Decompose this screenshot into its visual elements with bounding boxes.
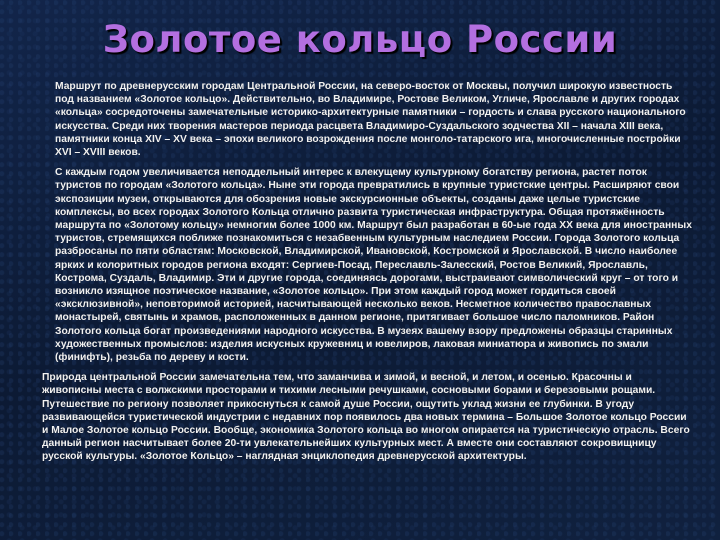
paragraph-nature: Природа центральной России замечательна тем, что заманчива и зимой, и весной, и летом, и осенью. Красочны и живописны места с волжскими просторами и тихими лесными речушками, сосновыми борами и березовыми рощами. Путешествие по региону позволяет прикоснуться к самой душе России, ощутить уклад жизни ее глубинки. В угоду развивающейся туристической индустрии с недавних пор появилось два новых термина – Большое Золотое кольцо России и Малое Золотое кольцо России. Вообще, экономика Золотого кольца во многом опирается на туристическую отрасль. Всего данный регион насчитывает более 20-ти увлекательнейших культурных мест. А вместе они составляют сокровищницу русской культуры. «Золотое Кольцо» – наглядная энциклопедия древнерусской архитектуры. <box>42 372 690 463</box>
paragraph-intro: Маршрут по древнерусским городам Центральной России, на северо-восток от Москвы, получил широкую известность под названием «Золотое кольцо». Действительно, во Владимире, Ростове Великом, Угличе, Ярославле и других городах «кольца» сосредоточены замечательные историко-архитектурные памятники – гордость и слава русского национального искусства. Среди них творения мастеров периода расцвета Владимиро-Суздальского зодчества XII – начала XIII века, памятники конца XIV – XV века – эпохи великого возрождения после монголо-татарского ига, многочисленные постройки XVI – XVIII веков. <box>55 81 686 159</box>
paragraph-tourism: С каждым годом увеличивается неподдельный интерес к влекущему культурному богатству региона, растет поток туристов по городам «Золотого кольца». Ныне эти города превратились в крупные туристские центры. Расширяют свои экспозиции музеи, открываются для обозрения новые экскурсионные объекты, созданы даже целые туристские комплексы, во всех городах Золотого Кольца отлично развита туристическая инфраструктура. Общая протяжённость маршрута по «Золотому кольцу» немногим более 1000 км. Маршрут был разработан в 60-ые года XX века для иностранных туристов, стремящихся поближе познакомиться с незабвенным культурным наследием России. Города Золотого кольца разбросаны по пяти областям: Московской, Владимирской, Ивановской, Костромской и Ярославской. В число наиболее ярких и колоритных городов региона входят: Сергиев-Посад, Переславль-Залесский, Ростов Великий, Ярославль, Кострома, Суздаль, Владимир. Эти и другие города, соединяясь дорогами, выстраивают символический круг – от того и возникло изящное поэтическое название, «Золотое кольцо». При этом каждый город может гордиться своей «эксклюзивной», неповторимой историей, насчитывающей несколько веков. Несметное количество православных монастырей, святынь и храмов, расположенных в данном регионе, притягивает большое число паломников. Район Золотого кольца богат произведениями народного искусства. В музеях вашему взору предложены образцы старинных художественных промыслов: изделия искусных кружевниц и ювелиров, лаковая миниатюра и живопись по эмали (финифть), резьба по дереву и кости. <box>55 167 692 364</box>
slide-body <box>42 80 692 471</box>
slide-title: Золотое кольцо России <box>102 18 618 61</box>
